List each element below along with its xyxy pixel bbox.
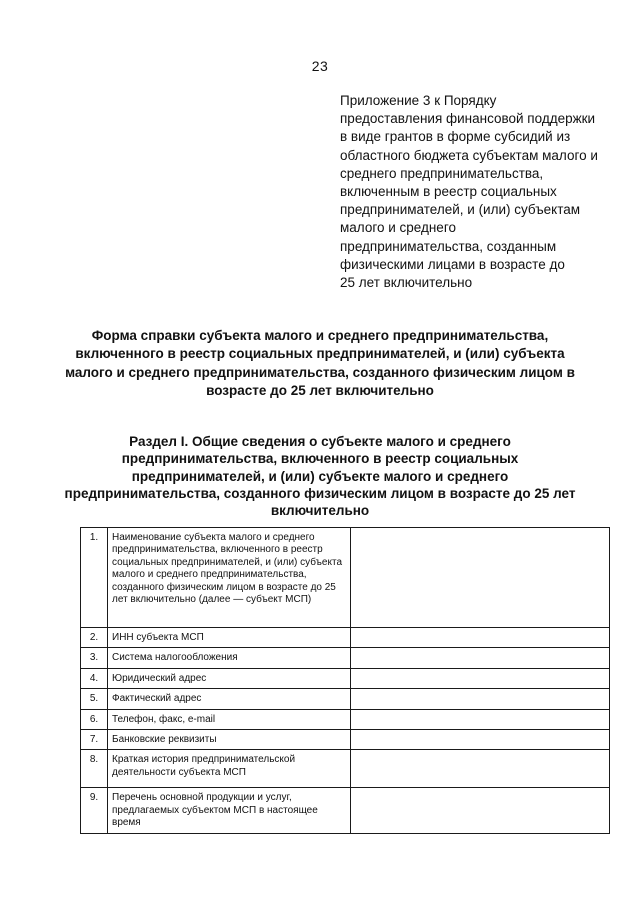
section-title-line: предпринимательства, включенного в реестр социальных <box>121 451 519 467</box>
row-label: ИНН субъекта МСП <box>108 628 351 648</box>
row-value-cell[interactable] <box>351 628 610 648</box>
general-info-table <box>80 527 610 834</box>
form-title-line: Форма справки субъекта малого и среднего предпринимательства, <box>91 328 549 343</box>
appendix-line: физическими лицами в возрасте до <box>340 256 565 272</box>
form-title-line: малого и среднего предпринимательства, созданного физическим лицом в <box>65 364 575 380</box>
row-number: 7. <box>81 730 108 750</box>
page-number: 23 <box>311 58 329 74</box>
form-title <box>0 327 640 400</box>
row-number: 9. <box>81 788 108 833</box>
appendix-note <box>340 92 625 292</box>
form-title-line: возрасте до 25 лет включительно <box>206 382 434 398</box>
row-value-cell[interactable] <box>351 668 610 688</box>
appendix-line: предпринимательства, созданным <box>340 238 557 254</box>
table-row <box>81 689 610 709</box>
row-number: 8. <box>81 750 108 788</box>
section-title-line: предпринимательства, созданного физическим лицом в возрасте до 25 лет <box>64 485 576 501</box>
row-value-cell[interactable] <box>351 730 610 750</box>
row-label: Телефон, факс, e-mail <box>108 709 351 729</box>
row-label: Наименование субъекта малого и среднего предпринимательства, включенного в реестр социальных предпринимателей, и (или) субъекта малого и среднего предпринимательства, созданного физическим лицом в возрасте до 25 лет включительно (далее — субъект МСП) <box>108 528 351 628</box>
table-row <box>81 750 610 788</box>
appendix-line: областного бюджета субъектам малого и <box>340 147 598 163</box>
table-row <box>81 648 610 668</box>
table-row <box>81 709 610 729</box>
appendix-line: Приложение 3 к Порядку <box>340 93 497 108</box>
row-label: Фактический адрес <box>108 689 351 709</box>
table-row <box>81 668 610 688</box>
row-number: 5. <box>81 689 108 709</box>
row-value-cell[interactable] <box>351 689 610 709</box>
row-number: 4. <box>81 668 108 688</box>
appendix-line: предоставления финансовой поддержки <box>340 111 596 127</box>
row-number: 6. <box>81 709 108 729</box>
section-title-line: предпринимателей, и (или) субъекте малого и среднего <box>131 468 509 484</box>
appendix-line: 25 лет включительно <box>340 275 473 291</box>
table-row <box>81 628 610 648</box>
row-value-cell[interactable] <box>351 750 610 788</box>
row-number: 3. <box>81 648 108 668</box>
section-title-line: Раздел I. Общие сведения о субъекте малого и среднего <box>129 434 511 449</box>
row-label: Перечень основной продукции и услуг, предлагаемых субъектом МСП в настоящее время <box>108 788 351 833</box>
row-label: Юридический адрес <box>108 668 351 688</box>
table-row <box>81 730 610 750</box>
row-label: Банковские реквизиты <box>108 730 351 750</box>
section-title <box>0 433 640 519</box>
row-number: 2. <box>81 628 108 648</box>
appendix-line: среднего предпринимательства, <box>340 165 544 181</box>
row-value-cell[interactable] <box>351 709 610 729</box>
section-title-line: включительно <box>270 503 370 519</box>
table-row <box>81 788 610 833</box>
row-value-cell[interactable] <box>351 788 610 833</box>
row-label: Система налогообложения <box>108 648 351 668</box>
appendix-line: в виде грантов в форме субсидий из <box>340 129 571 145</box>
appendix-line: включенным в реестр социальных <box>340 184 557 200</box>
appendix-line: малого и среднего <box>340 220 456 236</box>
row-label: Краткая история предпринимательской деятельности субъекта МСП <box>108 750 351 788</box>
row-value-cell[interactable] <box>351 648 610 668</box>
row-number: 1. <box>81 528 108 628</box>
form-title-line: включенного в реестр социальных предпринимателей, и (или) субъекта <box>75 346 565 362</box>
appendix-line: предпринимателей, и (или) субъектам <box>340 202 581 218</box>
row-value-cell[interactable] <box>351 528 610 628</box>
table-row <box>81 528 610 628</box>
